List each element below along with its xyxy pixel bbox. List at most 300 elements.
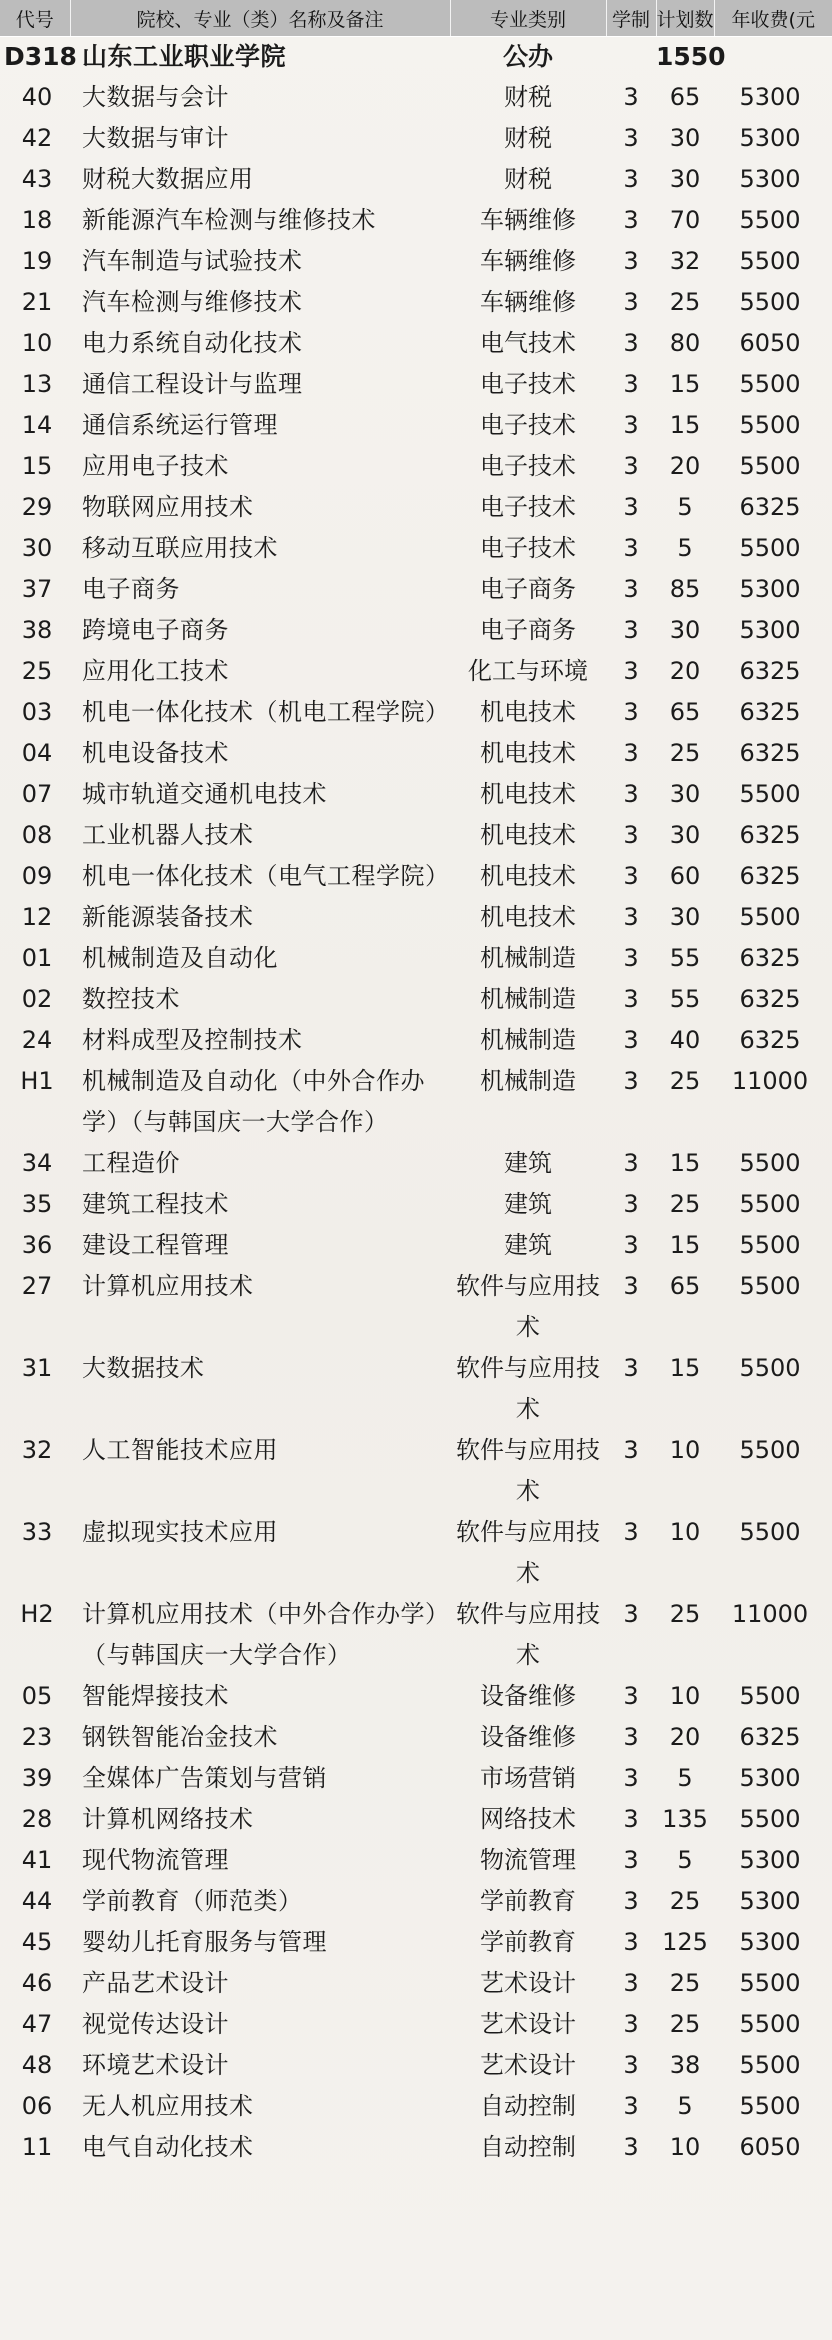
table-row [0, 118, 832, 159]
table-header [0, 0, 832, 37]
cell-years: 3 [623, 2010, 639, 2038]
cell-years: 3 [623, 1805, 639, 1833]
cell-code: 15 [21, 452, 53, 480]
table-row [0, 569, 832, 610]
table-row [0, 1676, 832, 1717]
cell-category: 学前教育 [480, 1928, 576, 1956]
institution-fee [714, 37, 832, 78]
cell-fee: 5500 [739, 1969, 801, 1997]
cell-fee: 5500 [739, 1518, 801, 1546]
cell-category: 机电技术 [480, 739, 576, 767]
cell-code: 09 [21, 862, 53, 890]
cell-name: 大数据技术 [82, 1354, 205, 1382]
cell-plan: 25 [669, 1190, 701, 1218]
cell-code: 34 [21, 1149, 53, 1177]
cell-code: 41 [21, 1846, 53, 1874]
cell-fee: 6325 [739, 944, 801, 972]
table-row [0, 2004, 832, 2045]
table-row [0, 1922, 832, 1963]
table-row [0, 528, 832, 569]
institution-code: D318 [4, 42, 77, 71]
cell-years: 3 [623, 411, 639, 439]
cell-category: 艺术设计 [480, 1969, 576, 1997]
cell-plan: 15 [669, 411, 701, 439]
cell-code: 06 [21, 2092, 53, 2120]
cell-code: H1 [20, 1067, 54, 1095]
cell-fee: 5500 [739, 452, 801, 480]
cell-category: 软件与应用技术 [456, 1272, 600, 1341]
cell-category: 化工与环境 [468, 657, 588, 685]
cell-name: 跨境电子商务 [82, 616, 229, 644]
cell-code: 43 [21, 165, 53, 193]
cell-years: 3 [623, 1354, 639, 1382]
table-row [0, 2045, 832, 2086]
table-row [0, 651, 832, 692]
table-row [0, 815, 832, 856]
table-row [0, 2127, 832, 2168]
cell-category: 财税 [504, 124, 552, 152]
cell-plan: 30 [669, 165, 701, 193]
cell-code: 38 [21, 616, 53, 644]
table-row [0, 1348, 832, 1430]
cell-plan: 70 [669, 206, 701, 234]
cell-plan: 30 [669, 780, 701, 808]
cell-fee: 5300 [739, 1764, 801, 1792]
cell-plan: 15 [669, 1149, 701, 1177]
cell-plan: 20 [669, 657, 701, 685]
cell-years: 3 [623, 1436, 639, 1464]
table-row [0, 282, 832, 323]
cell-code: 19 [21, 247, 53, 275]
institution-row [0, 37, 832, 78]
cell-name: 电力系统自动化技术 [82, 329, 303, 357]
cell-name: 城市轨道交通机电技术 [82, 780, 327, 808]
cell-years: 3 [623, 1149, 639, 1177]
cell-name: 物联网应用技术 [82, 493, 254, 521]
cell-fee: 5500 [739, 1272, 801, 1300]
cell-category: 车辆维修 [480, 247, 576, 275]
cell-code: 12 [21, 903, 53, 931]
cell-fee: 5500 [739, 1149, 801, 1177]
cell-fee: 5500 [739, 2051, 801, 2079]
cell-fee: 5500 [739, 206, 801, 234]
cell-years: 3 [623, 1928, 639, 1956]
cell-name: 虚拟现实技术应用 [82, 1518, 278, 1546]
cell-years: 3 [623, 124, 639, 152]
table-row [0, 446, 832, 487]
cell-code: 08 [21, 821, 53, 849]
cell-name: 无人机应用技术 [82, 2092, 254, 2120]
cell-fee: 6325 [739, 1723, 801, 1751]
cell-fee: 5500 [739, 2010, 801, 2038]
cell-name: 工业机器人技术 [82, 821, 254, 849]
table-row [0, 692, 832, 733]
cell-name: 汽车制造与试验技术 [82, 247, 303, 275]
table-row [0, 1020, 832, 1061]
cell-name: 机电设备技术 [82, 739, 229, 767]
cell-fee: 6325 [739, 821, 801, 849]
cell-category: 机械制造 [480, 985, 576, 1013]
cell-category: 建筑 [504, 1149, 552, 1177]
cell-code: 28 [21, 1805, 53, 1833]
cell-name: 环境艺术设计 [82, 2051, 229, 2079]
table-row [0, 1963, 832, 2004]
cell-fee: 5500 [739, 1682, 801, 1710]
cell-fee: 5500 [739, 2092, 801, 2120]
cell-code: 32 [21, 1436, 53, 1464]
cell-fee: 5300 [739, 124, 801, 152]
cell-plan: 32 [669, 247, 701, 275]
table-row [0, 323, 832, 364]
cell-fee: 5300 [739, 1887, 801, 1915]
cell-code: 39 [21, 1764, 53, 1792]
cell-category: 设备维修 [480, 1682, 576, 1710]
cell-years: 3 [623, 657, 639, 685]
cell-category: 财税 [504, 165, 552, 193]
cell-code: 14 [21, 411, 53, 439]
cell-plan: 85 [669, 575, 701, 603]
table-row [0, 241, 832, 282]
table-row [0, 1184, 832, 1225]
cell-plan: 38 [669, 2051, 701, 2079]
cell-fee: 5500 [739, 1354, 801, 1382]
cell-name: 机电一体化技术（电气工程学院） [82, 862, 450, 890]
cell-fee: 5300 [739, 165, 801, 193]
cell-code: H2 [20, 1600, 54, 1628]
cell-plan: 25 [669, 1600, 701, 1628]
cell-plan: 10 [669, 1682, 701, 1710]
table-row [0, 1430, 832, 1512]
table-row [0, 610, 832, 651]
cell-name: 机械制造及自动化 [82, 944, 278, 972]
cell-name: 工程造价 [82, 1149, 180, 1177]
cell-code: 33 [21, 1518, 53, 1546]
cell-years: 3 [623, 1969, 639, 1997]
cell-years: 3 [623, 288, 639, 316]
cell-name: 计算机应用技术（中外合作办学）（与韩国庆一大学合作） [82, 1600, 450, 1669]
table-row [0, 856, 832, 897]
cell-category: 市场营销 [480, 1764, 576, 1792]
cell-plan: 10 [669, 1436, 701, 1464]
cell-plan: 30 [669, 124, 701, 152]
cell-plan: 55 [669, 944, 701, 972]
cell-plan: 30 [669, 903, 701, 931]
cell-years: 3 [623, 780, 639, 808]
table-row [0, 487, 832, 528]
cell-category: 软件与应用技术 [456, 1436, 600, 1505]
cell-plan: 25 [669, 1067, 701, 1095]
cell-years: 3 [623, 1067, 639, 1095]
institution-plan: 1550 [656, 42, 726, 71]
cell-years: 3 [623, 698, 639, 726]
cell-code: 07 [21, 780, 53, 808]
cell-fee: 6325 [739, 1026, 801, 1054]
cell-name: 大数据与审计 [82, 124, 229, 152]
cell-category: 艺术设计 [480, 2051, 576, 2079]
cell-code: 04 [21, 739, 53, 767]
cell-years: 3 [623, 534, 639, 562]
cell-fee: 5500 [739, 1436, 801, 1464]
cell-name: 建筑工程技术 [82, 1190, 229, 1218]
cell-category: 建筑 [504, 1190, 552, 1218]
header-name: 院校、专业（类）名称及备注 [70, 0, 450, 37]
cell-years: 3 [623, 165, 639, 193]
cell-years: 3 [623, 1231, 639, 1259]
cell-years: 3 [623, 821, 639, 849]
cell-fee: 6325 [739, 493, 801, 521]
cell-years: 3 [623, 1518, 639, 1546]
cell-name: 计算机应用技术 [82, 1272, 254, 1300]
cell-name: 应用电子技术 [82, 452, 229, 480]
institution-years [606, 37, 656, 78]
cell-years: 3 [623, 1682, 639, 1710]
cell-plan: 20 [669, 452, 701, 480]
cell-category: 电子技术 [480, 493, 576, 521]
cell-fee: 5500 [739, 1805, 801, 1833]
cell-category: 自动控制 [480, 2133, 576, 2161]
cell-fee: 6325 [739, 739, 801, 767]
cell-plan: 10 [669, 1518, 701, 1546]
table-row [0, 1758, 832, 1799]
cell-category: 机械制造 [480, 1067, 576, 1095]
cell-plan: 5 [677, 2092, 693, 2120]
cell-code: 42 [21, 124, 53, 152]
cell-name: 视觉传达设计 [82, 2010, 229, 2038]
cell-name: 财税大数据应用 [82, 165, 254, 193]
cell-years: 3 [623, 944, 639, 972]
cell-fee: 5300 [739, 1928, 801, 1956]
cell-fee: 5500 [739, 903, 801, 931]
cell-name: 汽车检测与维修技术 [82, 288, 303, 316]
cell-category: 软件与应用技术 [456, 1518, 600, 1587]
cell-years: 3 [623, 493, 639, 521]
cell-fee: 5300 [739, 575, 801, 603]
cell-plan: 80 [669, 329, 701, 357]
cell-years: 3 [623, 616, 639, 644]
table-row [0, 1594, 832, 1676]
cell-category: 艺术设计 [480, 2010, 576, 2038]
cell-fee: 5500 [739, 1190, 801, 1218]
cell-fee: 5300 [739, 83, 801, 111]
cell-plan: 65 [669, 83, 701, 111]
institution-category: 公办 [502, 42, 553, 71]
cell-fee: 5500 [739, 1231, 801, 1259]
cell-name: 电子商务 [82, 575, 180, 603]
table-row [0, 1225, 832, 1266]
cell-plan: 25 [669, 739, 701, 767]
cell-years: 3 [623, 1272, 639, 1300]
cell-fee: 5300 [739, 1846, 801, 1874]
cell-category: 机电技术 [480, 780, 576, 808]
cell-years: 3 [623, 2051, 639, 2079]
cell-name: 移动互联应用技术 [82, 534, 278, 562]
table-row [0, 897, 832, 938]
table-row [0, 77, 832, 118]
cell-fee: 6325 [739, 657, 801, 685]
cell-years: 3 [623, 1026, 639, 1054]
header-years: 学制 [606, 0, 656, 37]
cell-code: 18 [21, 206, 53, 234]
table-row [0, 405, 832, 446]
cell-years: 3 [623, 83, 639, 111]
table-row [0, 1799, 832, 1840]
cell-name: 人工智能技术应用 [82, 1436, 278, 1464]
cell-category: 机电技术 [480, 862, 576, 890]
cell-plan: 5 [677, 493, 693, 521]
table-row [0, 1266, 832, 1348]
cell-fee: 5500 [739, 247, 801, 275]
cell-plan: 30 [669, 616, 701, 644]
cell-category: 自动控制 [480, 2092, 576, 2120]
cell-years: 3 [623, 903, 639, 931]
cell-years: 3 [623, 206, 639, 234]
cell-years: 3 [623, 1190, 639, 1218]
cell-plan: 15 [669, 1354, 701, 1382]
cell-plan: 25 [669, 2010, 701, 2038]
cell-plan: 60 [669, 862, 701, 890]
cell-category: 物流管理 [480, 1846, 576, 1874]
cell-category: 设备维修 [480, 1723, 576, 1751]
cell-name: 建设工程管理 [82, 1231, 229, 1259]
cell-plan: 25 [669, 288, 701, 316]
cell-plan: 5 [677, 534, 693, 562]
cell-plan: 15 [669, 370, 701, 398]
cell-category: 电子商务 [480, 616, 576, 644]
cell-plan: 10 [669, 2133, 701, 2161]
cell-code: 02 [21, 985, 53, 1013]
table-row [0, 364, 832, 405]
institution-name: 山东工业职业学院 [82, 42, 287, 71]
table-row [0, 200, 832, 241]
cell-code: 46 [21, 1969, 53, 1997]
cell-years: 3 [623, 1764, 639, 1792]
cell-name: 婴幼儿托育服务与管理 [82, 1928, 327, 1956]
cell-name: 计算机网络技术 [82, 1805, 254, 1833]
cell-plan: 65 [669, 1272, 701, 1300]
cell-category: 财税 [504, 83, 552, 111]
cell-name: 材料成型及控制技术 [82, 1026, 303, 1054]
cell-name: 新能源汽车检测与维修技术 [82, 206, 376, 234]
cell-category: 电气技术 [480, 329, 576, 357]
cell-years: 3 [623, 329, 639, 357]
cell-category: 机械制造 [480, 1026, 576, 1054]
cell-fee: 5500 [739, 411, 801, 439]
cell-years: 3 [623, 370, 639, 398]
cell-name: 机械制造及自动化（中外合作办学）（与韩国庆一大学合作） [82, 1067, 425, 1136]
cell-code: 31 [21, 1354, 53, 1382]
cell-category: 电子技术 [480, 452, 576, 480]
cell-category: 电子技术 [480, 534, 576, 562]
table-row [0, 774, 832, 815]
cell-code: 37 [21, 575, 53, 603]
table-row [0, 1512, 832, 1594]
cell-fee: 5300 [739, 616, 801, 644]
cell-code: 11 [21, 2133, 53, 2161]
header-code: 代号 [0, 0, 70, 37]
cell-code: 36 [21, 1231, 53, 1259]
cell-name: 通信系统运行管理 [82, 411, 278, 439]
cell-plan: 55 [669, 985, 701, 1013]
table-row [0, 979, 832, 1020]
header-fee: 年收费(元 [714, 0, 832, 37]
cell-code: 13 [21, 370, 53, 398]
cell-category: 软件与应用技术 [456, 1600, 600, 1669]
cell-category: 机械制造 [480, 944, 576, 972]
cell-category: 机电技术 [480, 903, 576, 931]
table-row [0, 2086, 832, 2127]
cell-years: 3 [623, 1846, 639, 1874]
table-body [0, 37, 832, 2169]
cell-name: 智能焊接技术 [82, 1682, 229, 1710]
cell-category: 电子技术 [480, 370, 576, 398]
cell-code: 35 [21, 1190, 53, 1218]
table-row [0, 159, 832, 200]
table-row [0, 1061, 832, 1143]
cell-category: 车辆维修 [480, 206, 576, 234]
cell-years: 3 [623, 452, 639, 480]
cell-name: 电气自动化技术 [82, 2133, 254, 2161]
table-row [0, 1840, 832, 1881]
cell-fee: 6050 [739, 329, 801, 357]
cell-name: 全媒体广告策划与营销 [82, 1764, 327, 1792]
table-row [0, 733, 832, 774]
cell-name: 机电一体化技术（机电工程学院） [82, 698, 450, 726]
cell-fee: 5500 [739, 370, 801, 398]
cell-code: 27 [21, 1272, 53, 1300]
cell-years: 3 [623, 985, 639, 1013]
cell-code: 03 [21, 698, 53, 726]
cell-category: 学前教育 [480, 1887, 576, 1915]
cell-fee: 6325 [739, 698, 801, 726]
cell-fee: 11000 [731, 1067, 809, 1095]
cell-code: 48 [21, 2051, 53, 2079]
cell-category: 建筑 [504, 1231, 552, 1259]
cell-code: 30 [21, 534, 53, 562]
cell-code: 47 [21, 2010, 53, 2038]
cell-category: 电子技术 [480, 411, 576, 439]
cell-years: 3 [623, 1887, 639, 1915]
cell-plan: 20 [669, 1723, 701, 1751]
cell-code: 23 [21, 1723, 53, 1751]
header-plan: 计划数 [656, 0, 714, 37]
cell-name: 钢铁智能冶金技术 [82, 1723, 278, 1751]
cell-name: 大数据与会计 [82, 83, 229, 111]
cell-plan: 5 [677, 1846, 693, 1874]
cell-years: 3 [623, 2092, 639, 2120]
cell-plan: 25 [669, 1887, 701, 1915]
cell-years: 3 [623, 739, 639, 767]
cell-category: 电子商务 [480, 575, 576, 603]
cell-code: 44 [21, 1887, 53, 1915]
cell-plan: 125 [662, 1928, 708, 1956]
cell-code: 05 [21, 1682, 53, 1710]
table-row [0, 1717, 832, 1758]
cell-category: 车辆维修 [480, 288, 576, 316]
cell-years: 3 [623, 575, 639, 603]
cell-plan: 135 [662, 1805, 708, 1833]
cell-years: 3 [623, 1600, 639, 1628]
cell-years: 3 [623, 2133, 639, 2161]
cell-code: 29 [21, 493, 53, 521]
header-category: 专业类别 [450, 0, 606, 37]
cell-years: 3 [623, 862, 639, 890]
cell-name: 通信工程设计与监理 [82, 370, 303, 398]
cell-name: 产品艺术设计 [82, 1969, 229, 1997]
cell-name: 学前教育（师范类） [82, 1887, 303, 1915]
cell-code: 40 [21, 83, 53, 111]
cell-category: 软件与应用技术 [456, 1354, 600, 1423]
cell-plan: 25 [669, 1969, 701, 1997]
